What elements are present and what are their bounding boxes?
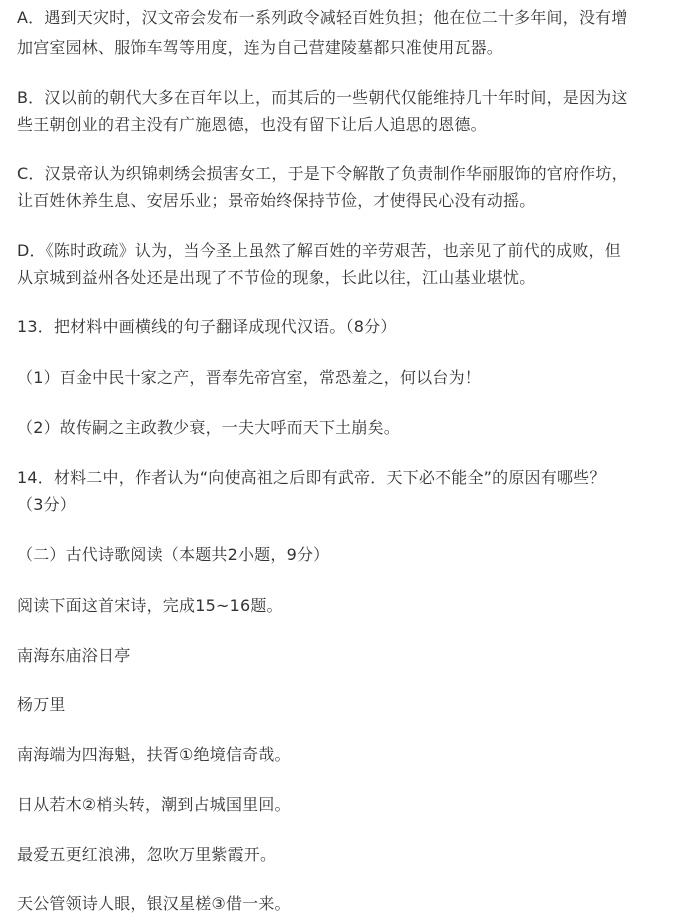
option-c-line-2: 让百姓休养生息、安居乐业；景帝始终保持节俭，才使得民心没有动摇。 xyxy=(17,191,536,210)
question-14-line-2: （3分） xyxy=(17,495,76,514)
option-d-line-1: D．《陈时政疏》认为，当今圣上虽然了解百姓的辛劳艰苦，也亲见了前代的成败，但 xyxy=(17,241,621,260)
poem-line-3: 最爱五更红浪沸，忽吹万里紫霞开。 xyxy=(17,845,277,864)
poem-line-1: 南海端为四海魁，扶胥①绝境信奇哉。 xyxy=(17,745,291,764)
question-13-item-1: （1）百金中民十家之产，晋奉先帝宫室，常恐羞之，何以台为！ xyxy=(17,368,481,387)
question-14-line-1: 14．材料二中，作者认为“向使高祖之后即有武帝．天下必不能全”的原因有哪些？ xyxy=(17,468,606,487)
option-a-line-2: 加宫室园林、服饰车驾等用度，连为自己营建陵墓都只准使用瓦器。 xyxy=(17,38,504,57)
option-a-line-1: A．遇到天灾时，汉文帝会发布一系列政令减轻百姓负担；他在位二十多年间，没有增 xyxy=(17,8,628,27)
question-13-item-2: （2）故传嗣之主政教少衰，一夫大呼而天下土崩矣。 xyxy=(17,418,400,437)
question-13: 13．把材料中画横线的句子翻译成现代汉语。（8分） xyxy=(17,317,397,336)
option-c-line-1: C．汉景帝认为织锦刺绣会损害女工，于是下令解散了负责制作华丽服饰的官府作坊， xyxy=(17,164,628,183)
poetry-instruction: 阅读下面这首宋诗，完成15~16题。 xyxy=(17,596,283,615)
poem-line-4: 天公管领诗人眼，银汉星槎③借一来。 xyxy=(17,894,291,913)
option-b-line-2: 些王朝创业的君主没有广施恩德，也没有留下让后人追思的恩德。 xyxy=(17,115,487,134)
poem-author: 杨万里 xyxy=(17,695,66,714)
poem-title: 南海东庙浴日亭 xyxy=(17,646,131,665)
option-d-line-2: 从京城到益州各处还是出现了不节俭的现象，长此以往，江山基业堪忧。 xyxy=(17,268,536,287)
poem-line-2: 日从若木②梢头转，潮到占城国里回。 xyxy=(17,795,291,814)
option-b-line-1: B．汉以前的朝代大多在百年以上，而其后的一些朝代仅能维持几十年时间，是因为这 xyxy=(17,88,628,107)
section-poetry-heading: （二）古代诗歌阅读（本题共2小题，9分） xyxy=(17,545,330,564)
